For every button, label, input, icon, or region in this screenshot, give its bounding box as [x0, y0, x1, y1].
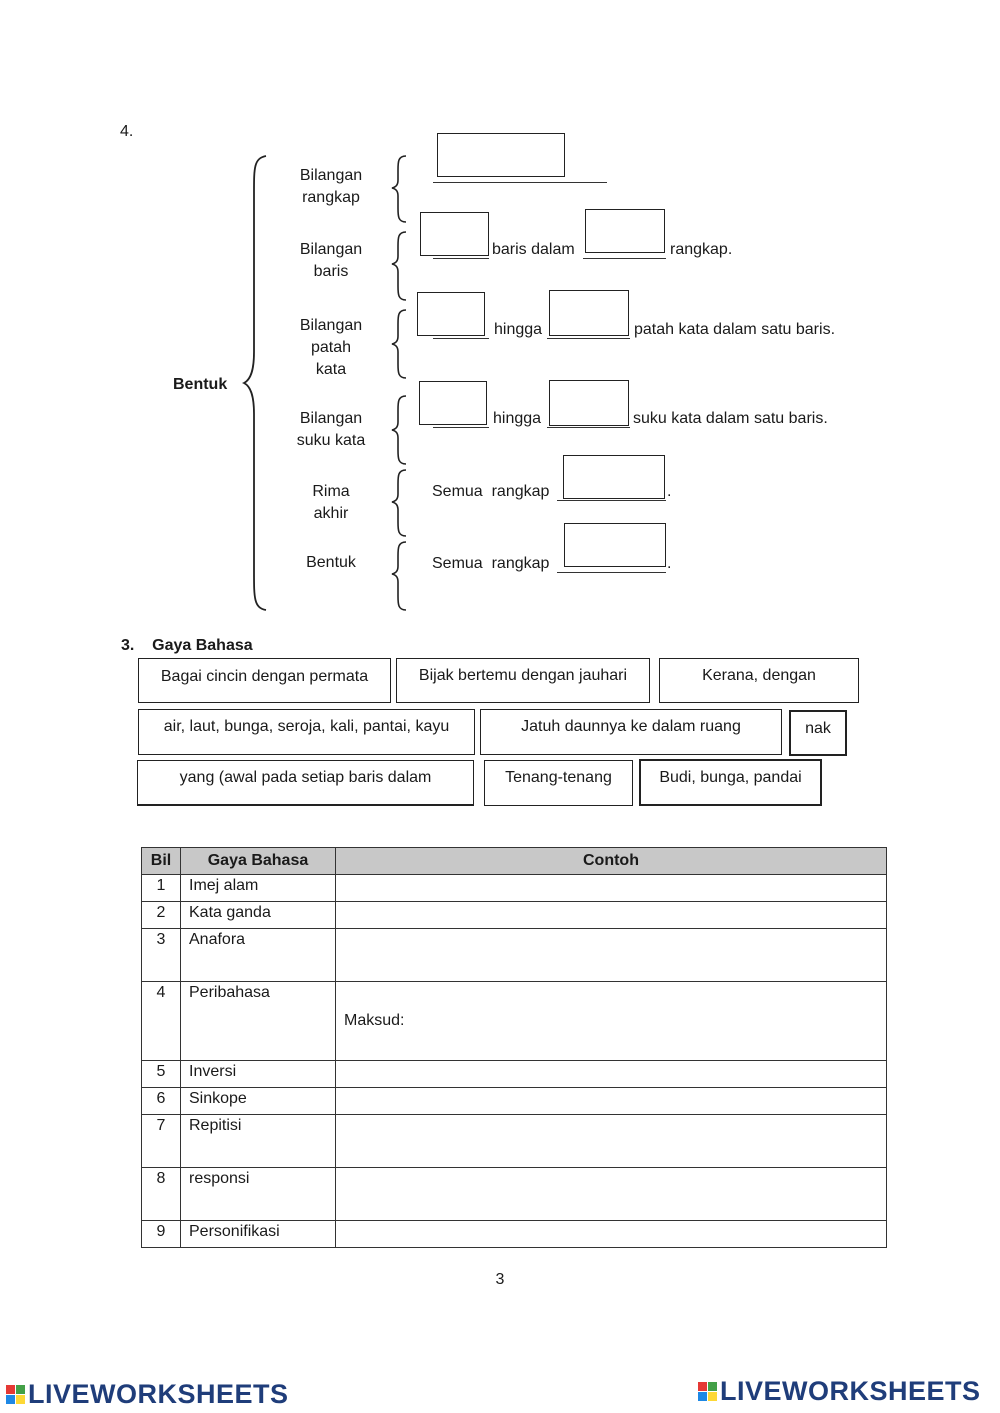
label-bilangan-rangkap: Bilangan rangkap [299, 167, 363, 206]
cell-contoh-input[interactable] [336, 1061, 887, 1088]
blank-line [433, 338, 489, 339]
cell-bil: 7 [142, 1115, 181, 1168]
cell-gaya: Kata ganda [181, 902, 336, 929]
text-suku-kata-dalam-satu-baris: suku kata dalam satu baris. [633, 410, 828, 427]
answer-box-baris-min[interactable] [420, 212, 489, 256]
text-hingga-suku: hingga [493, 410, 542, 427]
cell-bil: 2 [142, 902, 181, 929]
cell-contoh-input[interactable] [336, 1088, 887, 1115]
question-number: 4. [120, 123, 134, 140]
text-baris-dalam: baris dalam [492, 241, 575, 258]
logo-text: LIVEWORKSHEETS [28, 1379, 289, 1409]
cell-bil: 8 [142, 1168, 181, 1221]
text-rangkap: rangkap. [670, 241, 733, 258]
cell-gaya: responsi [181, 1168, 336, 1221]
text-hingga-patah: hingga [494, 321, 543, 338]
cell-contoh-input[interactable] [336, 1115, 887, 1168]
logo-text: LIVEWORKSHEETS [720, 1376, 981, 1406]
cell-gaya: Repitisi [181, 1115, 336, 1168]
cell-bil: 9 [142, 1221, 181, 1248]
cell-bil: 6 [142, 1088, 181, 1115]
table-row [142, 1088, 887, 1115]
answer-box-patah-kata-min[interactable] [417, 292, 485, 336]
table-row [142, 1221, 887, 1248]
blank-line [433, 258, 489, 259]
cell-gaya: Personifikasi [181, 1221, 336, 1248]
text-semua-rangkap-rima: Semua rangkap [432, 483, 550, 500]
text-semua-rangkap-bentuk: Semua rangkap [432, 555, 550, 572]
maksud-label: Maksud: [344, 1012, 405, 1029]
cell-gaya: Peribahasa [181, 982, 336, 1061]
cell-contoh-input[interactable] [336, 875, 887, 902]
blank-line [547, 338, 630, 339]
answer-box-suku-kata-min[interactable] [419, 381, 487, 425]
liveworksheets-badge-icon [698, 1382, 718, 1402]
cell-bil: 3 [142, 929, 181, 982]
header-bil: Bil [142, 848, 181, 875]
table-row [142, 875, 887, 902]
cell-bil: 1 [142, 875, 181, 902]
blank-line [433, 182, 607, 183]
chip-kerana-dengan[interactable]: Kerana, dengan [659, 658, 859, 703]
answer-box-suku-kata-max[interactable] [549, 380, 629, 426]
label-rima-akhir: Rima akhir [312, 483, 350, 522]
label-bilangan-suku-kata: Bilangan suku kata [296, 410, 366, 449]
blank-line [547, 427, 630, 428]
cell-contoh-input[interactable] [336, 1168, 887, 1221]
blank-line [557, 572, 666, 573]
label-bilangan-patah-kata: Bilangan patah kata [299, 317, 363, 378]
cell-gaya: Imej alam [181, 875, 336, 902]
table-row [142, 1168, 887, 1221]
chip-yang-awal[interactable]: yang (awal pada setiap baris dalam [137, 760, 474, 806]
blank-line [583, 258, 666, 259]
text-patah-kata-dalam-satu-baris: patah kata dalam satu baris. [634, 321, 836, 338]
gaya-bahasa-table [141, 847, 887, 1248]
label-bilangan-baris: Bilangan baris [299, 241, 363, 280]
answer-box-bilangan-rangkap[interactable] [437, 133, 565, 177]
cell-gaya: Inversi [181, 1061, 336, 1088]
answer-box-patah-kata-max[interactable] [549, 290, 629, 336]
chip-bijak-bertemu[interactable]: Bijak bertemu dengan jauhari [396, 658, 650, 703]
liveworksheets-logo-right [698, 1376, 981, 1407]
bentuk-root-label: Bentuk [173, 376, 228, 393]
cell-bil: 4 [142, 982, 181, 1061]
cell-contoh-input[interactable] [336, 902, 887, 929]
cell-contoh-input[interactable] [336, 1221, 887, 1248]
small-braces [390, 152, 410, 612]
cell-contoh-input[interactable] [336, 929, 887, 982]
cell-bil: 5 [142, 1061, 181, 1088]
table-row [142, 1115, 887, 1168]
header-contoh: Contoh [336, 848, 887, 875]
cell-contoh-input[interactable] [336, 982, 887, 1061]
table-row [142, 982, 887, 1061]
page-number: 3 [495, 1271, 505, 1288]
chip-nak[interactable]: nak [789, 710, 847, 756]
chip-jatuh-daunnya[interactable]: Jatuh daunnya ke dalam ruang [480, 709, 782, 755]
answer-box-bentuk[interactable] [564, 523, 666, 567]
answer-box-rima-akhir[interactable] [563, 455, 665, 499]
table-row [142, 1061, 887, 1088]
chip-bagai-cincin[interactable]: Bagai cincin dengan permata [138, 658, 391, 703]
section-heading-gaya-bahasa: 3. Gaya Bahasa [121, 637, 253, 654]
header-gaya-bahasa: Gaya Bahasa [181, 848, 336, 875]
chip-tenang-tenang[interactable]: Tenang-tenang [484, 760, 633, 806]
chip-budi-bunga-pandai[interactable]: Budi, bunga, pandai [639, 759, 822, 806]
cell-gaya: Anafora [181, 929, 336, 982]
main-brace [240, 152, 270, 614]
chip-air-laut-bunga[interactable]: air, laut, bunga, seroja, kali, pantai, kayu [138, 709, 475, 755]
label-bentuk: Bentuk [306, 554, 356, 571]
text-period: . [667, 483, 672, 500]
blank-line [433, 427, 489, 428]
blank-line [557, 500, 666, 501]
answer-box-baris-rangkap[interactable] [585, 209, 665, 253]
table-header-row [142, 848, 887, 875]
table-row [142, 902, 887, 929]
text-period: . [667, 555, 672, 572]
table-row [142, 929, 887, 982]
liveworksheets-badge-icon [6, 1385, 26, 1405]
cell-gaya: Sinkope [181, 1088, 336, 1115]
liveworksheets-logo-left [6, 1379, 289, 1410]
